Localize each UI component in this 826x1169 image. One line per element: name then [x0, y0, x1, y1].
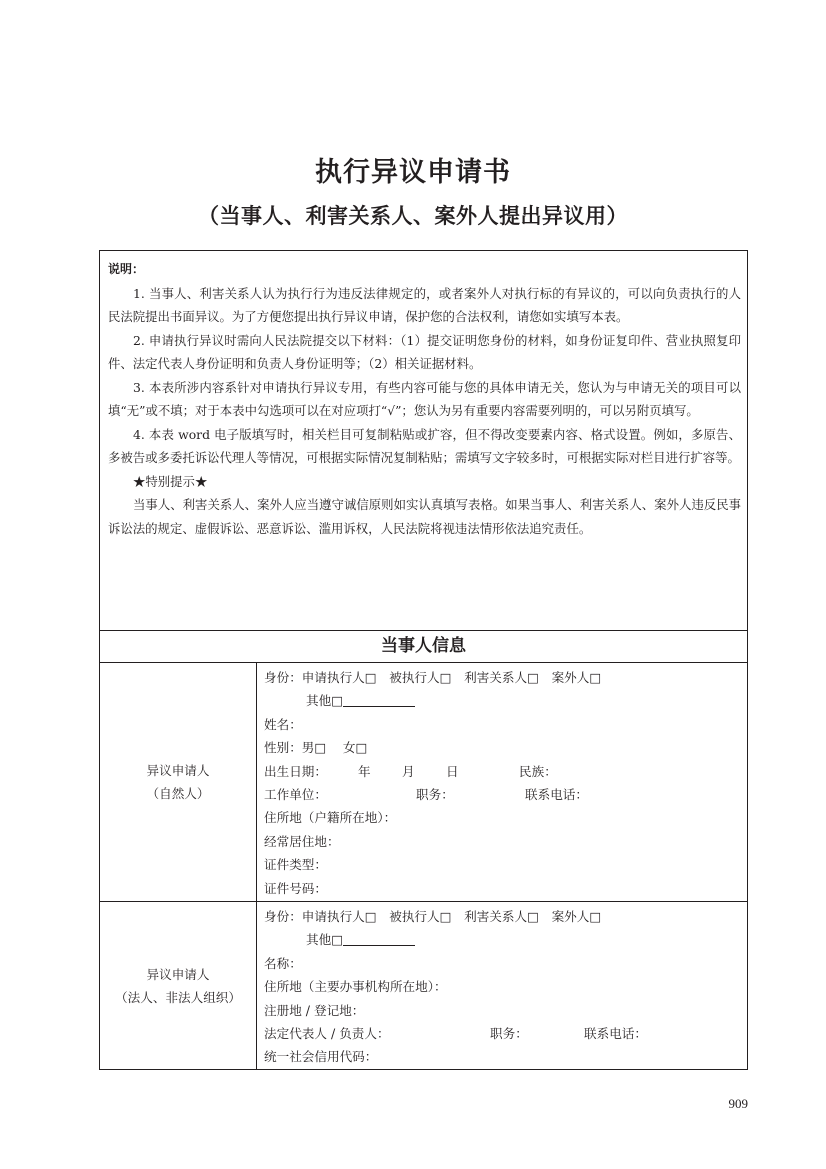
special-notice-heading: ★特别提示★: [133, 473, 208, 489]
instruction-item: 4. 本表 word 电子版填写时，相关栏目可复制粘贴或扩容，但不得改变要素内容、格式设置。例如，多原告、多被告或多委托诉讼代理人等情况，可根据实际情况复制粘贴；需填写文字较多时，可根据实际对栏目进行扩容等。: [108, 426, 741, 465]
position-label: 职务：: [490, 1025, 528, 1041]
form-table: [99, 250, 748, 1070]
phone-label: 联系电话：: [584, 1025, 647, 1041]
representative-label: 法定代表人 / 负责人：: [264, 1025, 390, 1041]
birth-label: 出生日期：: [264, 763, 327, 779]
instruction-item: 2. 申请执行异议时需向人民法院提交以下材料：（1）提交证明您身份的材料，如身份证复印件、营业执照复印件、法定代表人身份证明和负责人身份证明等；（2）相关证据材料。: [108, 332, 741, 371]
id-type-field[interactable]: 证件类型：: [264, 857, 327, 873]
employer-line[interactable]: [264, 783, 743, 806]
other-checkbox-label: 其他□: [306, 693, 344, 709]
day-label: 日: [446, 763, 459, 779]
other-blank-line[interactable]: [343, 691, 415, 707]
document-subtitle: （当事人、利害关系人、案外人提出异议用）: [198, 204, 628, 228]
identity-field[interactable]: 身份：申请执行人□ 被执行人□ 利害关系人□ 案外人□: [264, 670, 602, 685]
legal-person-row: [100, 902, 747, 1069]
registration-field[interactable]: 注册地 / 登记地：: [264, 1002, 365, 1018]
special-notice-text: 当事人、利害关系人、案外人应当遵守诚信原则如实认真填写表格。如果当事人、利害关系人、案外人违反民事诉讼法的规定、虚假诉讼、恶意诉讼、滥用诉权，人民法院将视违法情形依法追究责任。: [108, 497, 741, 536]
birth-ethnicity-line[interactable]: [264, 760, 743, 783]
row-label: [100, 663, 257, 901]
instructions-label: 说明：: [108, 262, 145, 276]
other-checkbox-label: 其他□: [306, 932, 344, 948]
natural-person-fields: [264, 666, 743, 900]
org-domicile-field[interactable]: 住所地（主要办事机构所在地）：: [264, 979, 447, 995]
instruction-item: 1. 当事人、利害关系人认为执行行为违反法律规定的，或者案外人对执行标的有异议的，可以向负责执行的人民法院提出书面异议。为了方便您提出执行异议申请，保护您的合法权利，请您如实填写本表。: [108, 285, 741, 324]
legal-person-fields: [264, 905, 743, 1069]
position-label: 职务：: [416, 786, 454, 802]
residence-field[interactable]: 经常居住地：: [264, 833, 340, 849]
month-label: 月: [402, 763, 415, 779]
phone-label: 联系电话：: [525, 786, 588, 802]
representative-line[interactable]: [264, 1022, 743, 1045]
domicile-field[interactable]: 住所地（户籍所在地）：: [264, 810, 397, 826]
instructions-box: [100, 251, 747, 631]
row-label-line: 异议申请人: [146, 763, 210, 778]
identity-field[interactable]: 身份：申请执行人□ 被执行人□ 利害关系人□ 案外人□: [264, 909, 602, 924]
document-title: 执行异议申请书: [315, 157, 511, 188]
section-title: 当事人信息: [100, 631, 747, 663]
instruction-item: 3. 本表所涉内容系针对申请执行异议专用，有些内容可能与您的具体申请无关，您认为与申请无关的项目可以填“无”或不填；对于本表中勾选项可以在对应项打“√”；您认为另有重要内容需要列明的，可以另附页填写。: [108, 379, 741, 418]
gender-field[interactable]: 性别：男□ 女□: [264, 740, 368, 756]
id-number-field[interactable]: 证件号码：: [264, 880, 327, 896]
credit-code-field[interactable]: 统一社会信用代码：: [264, 1049, 378, 1065]
page-number: 909: [728, 1096, 748, 1111]
org-name-field[interactable]: 名称：: [264, 955, 302, 971]
row-label-line: 异议申请人: [146, 966, 210, 982]
other-identity-field[interactable]: [264, 928, 743, 951]
row-label: [100, 902, 257, 1069]
row-label-line: （法人、非法人组织）: [115, 989, 241, 1005]
natural-person-row: [100, 663, 747, 902]
name-field[interactable]: 姓名：: [264, 716, 302, 732]
employer-label: 工作单位：: [264, 786, 327, 802]
other-blank-line[interactable]: [343, 930, 415, 946]
other-identity-field[interactable]: [264, 689, 743, 712]
ethnicity-label: 民族：: [519, 763, 557, 779]
row-label-line: （自然人）: [146, 786, 210, 801]
year-label: 年: [358, 763, 371, 779]
